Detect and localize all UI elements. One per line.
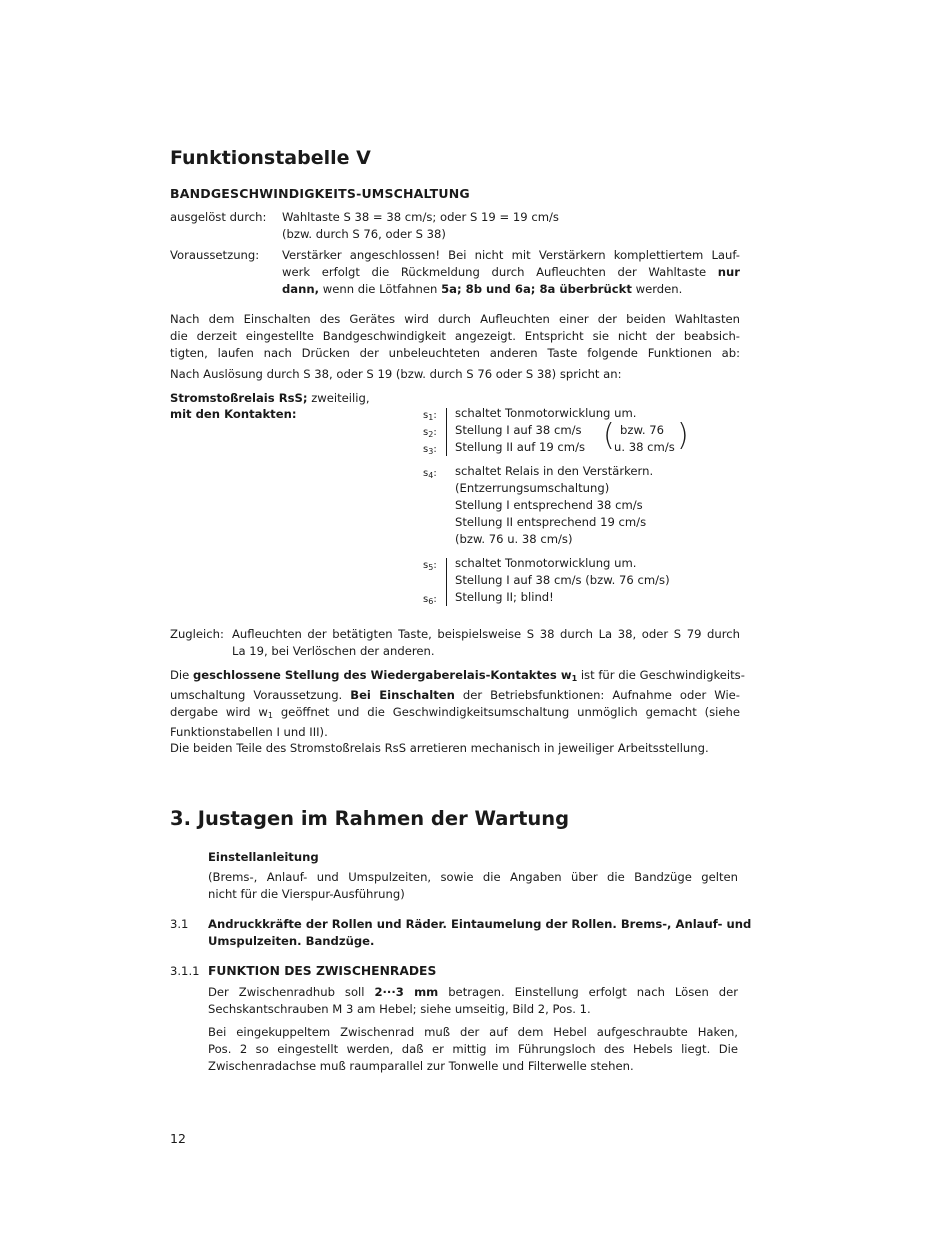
paragraph-3-die: Die <box>170 668 190 682</box>
paragraph-1-line-3: tigten, laufen nach Drücken der unbeleuchteten anderen Taste folgende Funktionen ab: <box>170 346 740 360</box>
section-3-1-1-p2-line-3: Zwischenradachse muß raumparallel zur Tonwelle und Filterwelle stehen. <box>208 1059 634 1073</box>
page-number: 12 <box>170 1131 186 1146</box>
voraussetzung-text-3d: werden. <box>635 282 683 296</box>
section-3-1-heading <box>208 916 752 950</box>
contact-group-2-line-2: (Entzerrungsumschaltung) <box>455 481 610 495</box>
paren-right: ) <box>677 418 689 453</box>
voraussetzung-bold-dann: dann, <box>282 282 320 296</box>
contact-group-1-line-2: Stellung I auf 38 cm/s <box>455 423 582 437</box>
section-3-1-1-p2-line-2: Pos. 2 so eingestellt werden, daß er mittig im Führungsloch des Hebels liegt. Die <box>208 1042 738 1056</box>
paragraph-4: Die beiden Teile des Stromstoßrelais RsS arretieren mechanisch in jeweiliger Arbeitsstellung. <box>170 741 709 755</box>
section-3-1-1-p1-text-c: betragen. Einstellung erfolgt nach Lösen der <box>448 985 738 999</box>
section-3-1-1-p2-line-1: Bei eingekuppeltem Zwischenrad muß der auf dem Hebel aufgeschraubte Haken, <box>208 1025 738 1039</box>
voraussetzung-bold-nur: nur <box>717 265 740 279</box>
contact-s5 <box>423 557 437 576</box>
paragraph-3-kontakt-text: geschlossene Stellung des Wiedergaberelais-Kontaktes w <box>192 668 572 682</box>
section-3-1-1-p1-text-a: Der Zwischenradhub soll <box>208 985 365 999</box>
contact-s5-letter: s <box>423 560 429 571</box>
contact-group-1-paren-line-1: bzw. 76 <box>620 423 664 437</box>
section-3-1-number: 3.1 <box>170 917 189 931</box>
paragraph-3-w1 <box>170 705 273 719</box>
section-title: Funktionstabelle V <box>170 147 371 169</box>
einstell-line-1: (Brems-, Anlauf- und Umspulzeiten, sowie die Angaben über die Bandzüge gelten <box>208 870 738 884</box>
section-3-1-1-paragraph-2 <box>208 1024 738 1075</box>
contact-group-2-line-5: (bzw. 76 u. 38 cm/s) <box>455 532 573 546</box>
contact-group-1-line-1: schaltet Tonmotorwicklung um. <box>455 406 637 420</box>
section-3-1-1-title: FUNKTION DES ZWISCHENRADES <box>208 964 437 978</box>
contact-group-2-line-4: Stellung II entsprechend 19 cm/s <box>455 515 647 529</box>
paren-left: ( <box>603 418 615 453</box>
zugleich-line-2: La 19, bei Verlöschen der anderen. <box>232 644 435 658</box>
voraussetzung-text-2a: werk erfolgt die Rückmeldung durch Aufleuchten der Wahltaste <box>282 265 707 279</box>
voraussetzung-text-3b: wenn die Lötfahnen <box>322 282 438 296</box>
relais-name: Stromstoßrelais RsS; <box>170 391 308 405</box>
section-3-1-1-p1-line-1 <box>208 984 738 1001</box>
contact-s2-index: 2 <box>428 430 434 439</box>
einstell-text <box>208 869 738 903</box>
zugleich-label: Zugleich: <box>170 627 224 641</box>
brace-group-1 <box>446 408 447 456</box>
contact-s3-index: 3 <box>428 447 434 456</box>
relais-line-1 <box>170 390 370 407</box>
einstell-title: Einstellanleitung <box>208 850 319 864</box>
section-3-1-1-number: 3.1.1 <box>170 964 200 978</box>
paragraph-3-line-2 <box>170 687 740 704</box>
paragraph-2: Nach Auslösung durch S 38, oder S 19 (bzw. durch S 76 oder S 38) spricht an: <box>170 367 622 381</box>
contact-s6-colon: : <box>433 594 437 605</box>
contact-group-1-line-3: Stellung II auf 19 cm/s <box>455 440 586 454</box>
contact-s6-letter: s <box>423 594 429 605</box>
ausgeloest-line-1: Wahltaste S 38 = 38 cm/s; oder S 19 = 19 cm/s <box>282 210 559 224</box>
paragraph-1-line-2: die derzeit eingestellte Bandgeschwindigkeit angezeigt. Entspricht sie nicht der beabsich- <box>170 329 740 343</box>
voraussetzung-bold-loetfahnen: 5a; 8b und 6a; 8a überbrückt <box>441 282 632 296</box>
contact-s4-index: 4 <box>428 471 434 480</box>
paragraph-3-bold-kontakt <box>193 668 577 682</box>
contact-group-1-paren-line-2: u. 38 cm/s <box>614 440 675 454</box>
contact-s2-colon: : <box>433 427 437 438</box>
section-3-1-line-1: Andruckkräfte der Rollen und Räder. Eintaumelung der Rollen. Brems-, Anlauf- und <box>208 917 752 931</box>
paragraph-3-line-3 <box>170 704 740 724</box>
contact-group-3-line-2: Stellung I auf 38 cm/s (bzw. 76 cm/s) <box>455 573 670 587</box>
voraussetzung-label: Voraussetzung: <box>170 248 260 262</box>
section-3-1-1-paragraph-1 <box>208 984 738 1018</box>
paragraph-3-line-1 <box>170 667 745 687</box>
paragraph-3 <box>170 667 745 741</box>
contact-group-2-line-1: schaltet Relais in den Verstärkern. <box>455 464 654 478</box>
contact-s4 <box>423 465 437 484</box>
ausgeloest-line-2: (bzw. durch S 76, oder S 38) <box>282 227 446 241</box>
section-3-title: 3. Justagen im Rahmen der Wartung <box>170 807 570 830</box>
contact-s1-index: 1 <box>428 413 434 422</box>
contact-group-2-line-3: Stellung I entsprechend 38 cm/s <box>455 498 643 512</box>
voraussetzung-line-1: Verstärker angeschlossen! Bei nicht mit Verstärkern komplettiertem Lauf- <box>282 248 740 262</box>
section-3-1-line-2: Umspulzeiten. Bandzüge. <box>208 934 375 948</box>
contact-s3-colon: : <box>433 444 437 455</box>
contact-s5-index: 5 <box>428 563 434 572</box>
section-3-1-1-p1-line-2: Sechskantschrauben M 3 am Hebel; siehe umseitig, Bild 2, Pos. 1. <box>208 1002 591 1016</box>
contact-s6 <box>423 591 437 610</box>
section-subtitle: BANDGESCHWINDIGKEITS-UMSCHALTUNG <box>170 186 470 201</box>
contact-s2-letter: s <box>423 427 429 438</box>
contact-group-3-line-3: Stellung II; blind! <box>455 590 554 604</box>
einstell-line-2: nicht für die Vierspur-Ausführung) <box>208 887 405 901</box>
contact-s4-letter: s <box>423 468 429 479</box>
paragraph-1-line-1: Nach dem Einschalten des Gerätes wird durch Aufleuchten einer der beiden Wahltasten <box>170 312 740 326</box>
contact-s4-colon: : <box>433 468 437 479</box>
paragraph-3-bold-einschalten: Bei Einschalten <box>350 688 455 702</box>
contact-s1-letter: s <box>423 410 429 421</box>
paragraph-3-text-3a: dergabe wird w <box>170 705 268 719</box>
contact-s3-letter: s <box>423 444 429 455</box>
paragraph-1 <box>170 311 740 362</box>
contact-s1-colon: : <box>433 410 437 421</box>
paragraph-3-text-1c: ist für die Geschwindigkeits- <box>580 668 745 682</box>
contact-group-3-line-1: schaltet Tonmotorwicklung um. <box>455 556 637 570</box>
contact-s6-index: 6 <box>428 597 434 606</box>
paragraph-3-line-4: Funktionstabellen I und III). <box>170 725 328 739</box>
relais-zweiteilig: zweiteilig, <box>311 391 370 405</box>
ausgeloest-label: ausgelöst durch: <box>170 210 267 224</box>
paragraph-3-text-2a: umschaltung Voraussetzung. <box>170 688 343 702</box>
contact-s3 <box>423 441 437 460</box>
paragraph-3-text-2c: der Betriebsfunktionen: Aufnahme oder Wie- <box>462 688 740 702</box>
voraussetzung-line-2 <box>282 264 740 281</box>
paragraph-3-w-index: 1 <box>267 711 273 720</box>
zugleich-line-1: Aufleuchten der betätigten Taste, beispielsweise S 38 durch La 38, oder S 79 durch <box>232 627 740 641</box>
section-3-1-1-p1-bold-mm: 2···3 mm <box>374 985 439 999</box>
voraussetzung-line-3 <box>282 281 740 298</box>
paragraph-3-text-3b: geöffnet und die Geschwindigkeitsumschaltung unmöglich gemacht (siehe <box>280 705 740 719</box>
voraussetzung-text <box>282 247 740 298</box>
paragraph-3-kontakt-index: 1 <box>571 674 578 683</box>
brace-group-3 <box>446 558 447 606</box>
contact-s5-colon: : <box>433 560 437 571</box>
relais-line-2: mit den Kontakten: <box>170 407 297 421</box>
